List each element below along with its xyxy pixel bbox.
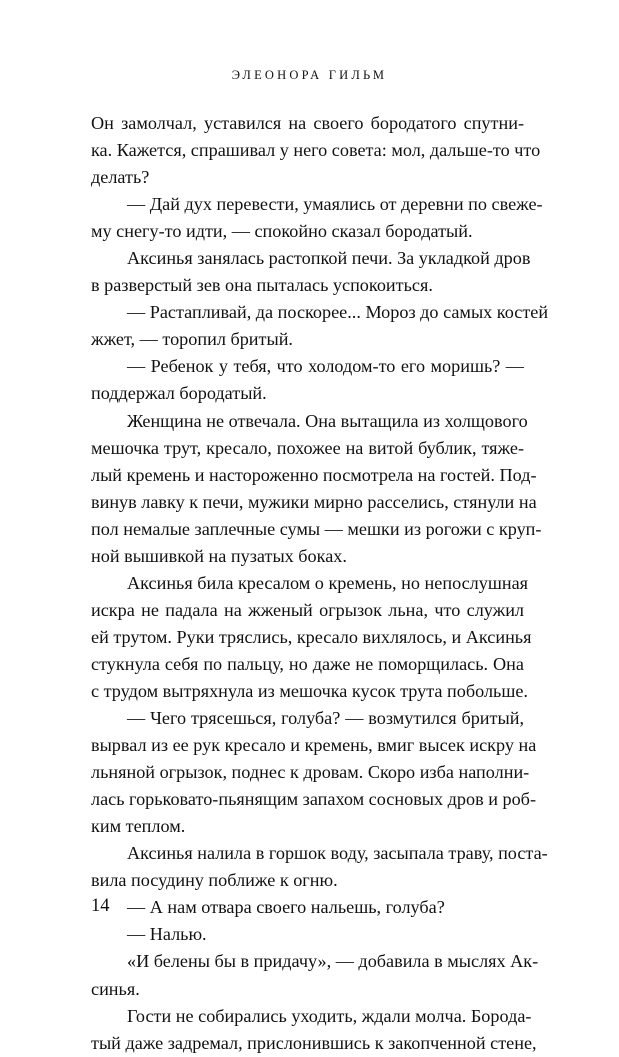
text-line: — Растапливай, да поскорее... Мороз до самых костей <box>127 302 549 323</box>
text-line: поддержал бородатый. <box>91 383 267 404</box>
page-number: 14 <box>91 896 110 916</box>
text-line: стукнула себя по пальцу, но даже не поморщилась. Она <box>91 653 524 674</box>
text-line: — Ребенок у тебя, что холодом-то его моришь? — <box>127 356 524 377</box>
text-line: делать? <box>91 167 150 188</box>
text-line: вила посудину поближе к огню. <box>91 870 338 891</box>
text-line: льняной огрызок, поднес к дровам. Скоро изба наполни- <box>91 762 530 783</box>
text-line: лась горьковато-пьянящим запахом сосновых дров и роб- <box>91 789 536 810</box>
body-text <box>91 110 549 1057</box>
text-line: Аксинья била кресалом о кремень, но непослушная <box>127 572 529 593</box>
text-line: Аксинья занялась растопкой печи. За укладкой дров <box>127 248 531 269</box>
text-line: — А нам отвара своего нальешь, голуба? <box>127 897 445 918</box>
text-line: — Дай дух перевести, умаялись от деревни по свеже- <box>127 194 543 215</box>
text-line: в разверстый зев она пыталась успокоиться. <box>91 275 433 296</box>
text-line: — Чего трясешься, голуба? — возмутился бритый, <box>127 708 524 729</box>
text-line: Женщина не отвечала. Она вытащила из холщового <box>127 410 528 431</box>
text-line: пол немалые заплечные сумы — мешки из рогожи с круп- <box>91 518 542 539</box>
text-line: винув лавку к печи, мужики мирно расселись, стянули на <box>91 491 537 512</box>
text-line: ким теплом. <box>91 816 186 837</box>
text-line: тый даже задремал, прислонившись к закопченной стене, <box>91 1032 537 1053</box>
text-line: искра не падала на жженый огрызок льна, что служил <box>91 599 524 620</box>
text-line: лый кремень и настороженно посмотрела на гостей. Под- <box>91 464 537 485</box>
text-line: с трудом вытряхнула из мешочка кусок трута побольше. <box>91 680 528 701</box>
text-line: Гости не собирались уходить, ждали молча. Борода- <box>127 1005 532 1026</box>
text-line: мешочка трут, кресало, похожее на витой бублик, тяже- <box>91 437 524 458</box>
text-line: жжет, — торопил бритый. <box>91 329 293 350</box>
text-line: «И белены бы в придачу», — добавила в мыслях Ак- <box>127 951 539 972</box>
text-line: Он замолчал, уставился на своего бородатого спутни- <box>91 113 524 133</box>
text-line: ной вышивкой на пузатых боках. <box>91 545 347 566</box>
text-line: Аксинья налила в горшок воду, засыпала траву, поста- <box>127 843 548 864</box>
running-head: ЭЛЕОНОРА ГИЛЬМ <box>231 68 388 82</box>
text-line: му снегу-то идти, — спокойно сказал бородатый. <box>91 221 473 242</box>
text-line: — Налью. <box>127 924 207 945</box>
text-line: синья. <box>91 978 140 999</box>
text-line: вырвал из ее рук кресало и кремень, вмиг высек искру на <box>91 735 537 756</box>
text-line: ей трутом. Руки тряслись, кресало вихлялось, и Аксинья <box>91 626 532 647</box>
text-line: ка. Кажется, спрашивал у него совета: мол, дальше-то что <box>91 140 541 161</box>
